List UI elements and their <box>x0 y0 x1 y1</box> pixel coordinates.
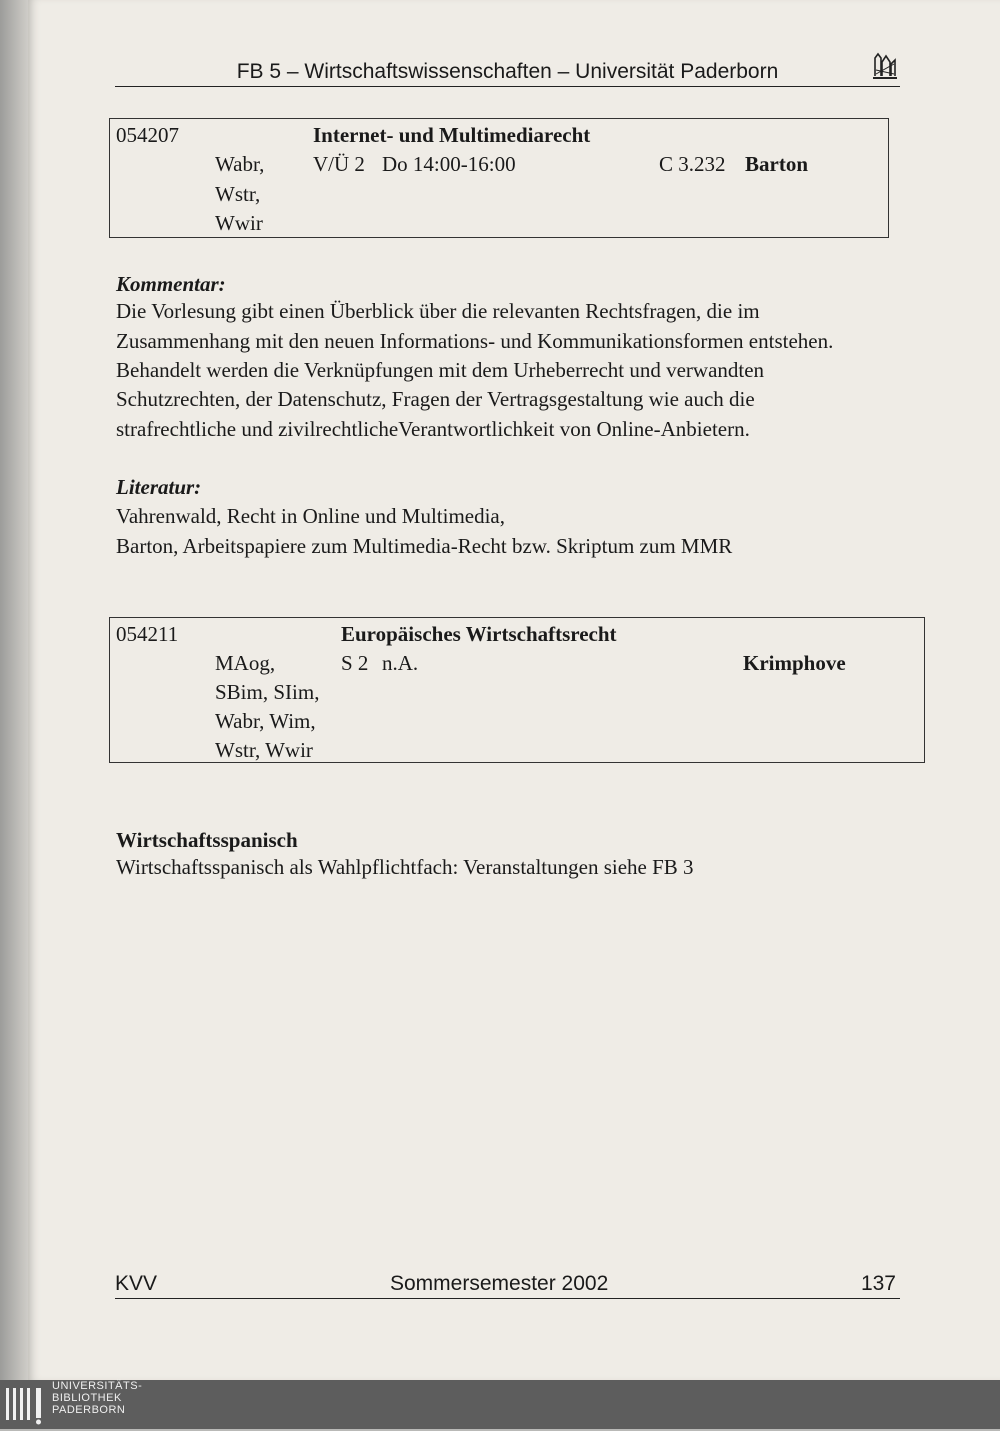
course-number: 054207 <box>116 123 179 147</box>
course-group: SBim, SIim, <box>215 680 320 704</box>
page-number: 137 <box>860 1272 896 1295</box>
footer-semester: Sommersemester 2002 <box>390 1272 609 1295</box>
kommentar-line: strafrechtliche und zivilrechtlicheVerantwortlichkeit von Online-Anbietern. <box>116 417 750 441</box>
course-type: S 2 <box>341 651 369 675</box>
kommentar-line: Zusammenhang mit den neuen Informations- und Kommunikationsformen entstehen. <box>116 329 834 353</box>
book-spine <box>0 0 28 1380</box>
course-room: C 3.232 <box>659 152 726 176</box>
faculty-logo-icon <box>872 50 898 80</box>
page-footer <box>115 1272 900 1299</box>
spanisch-heading: Wirtschaftsspanisch <box>116 828 298 852</box>
course-type: V/Ü 2 <box>313 152 365 176</box>
footer-label: KVV <box>115 1272 158 1295</box>
course-time: n.A. <box>382 651 419 675</box>
literatur-line: Barton, Arbeitspapiere zum Multimedia-Recht bzw. Skriptum zum MMR <box>116 534 733 558</box>
course-number: 054211 <box>116 622 179 646</box>
course-group: Wwir <box>215 211 263 235</box>
library-name-line: BIBLIOTHEK <box>52 1392 122 1404</box>
course-group: Wabr, <box>215 152 265 176</box>
kommentar-line: Behandelt werden die Verknüpfungen mit dem Urheberrecht und verwandten <box>116 358 765 382</box>
course-title: Europäisches Wirtschaftsrecht <box>341 622 617 646</box>
library-bar <box>0 1380 1000 1429</box>
spanisch-text: Wirtschaftsspanisch als Wahlpflichtfach: Veranstaltungen siehe FB 3 <box>116 855 694 879</box>
kommentar-line: Die Vorlesung gibt einen Überblick über die relevanten Rechtsfragen, die im <box>116 299 760 323</box>
kommentar-heading: Kommentar: <box>116 272 226 296</box>
library-name <box>52 1380 142 1416</box>
course-time: Do 14:00-16:00 <box>382 152 516 176</box>
library-name-line: UNIVERSITÄTS- <box>52 1380 143 1392</box>
course-group: MAog, <box>215 651 276 675</box>
course-group: Wstr, Wwir <box>215 738 313 762</box>
course-title: Internet- und Multimediarecht <box>313 123 591 147</box>
course-group: Wabr, Wim, <box>215 709 316 733</box>
literatur-heading: Literatur: <box>116 475 202 499</box>
course-lecturer: Krimphove <box>743 651 846 675</box>
course-lecturer: Barton <box>745 152 808 176</box>
page-header: FB 5 – Wirtschaftswissenschaften – Universität Paderborn <box>115 60 900 87</box>
library-name-line: PADERBORN <box>52 1404 126 1416</box>
literatur-line: Vahrenwald, Recht in Online und Multimedia, <box>116 504 506 528</box>
kommentar-line: Schutzrechten, der Datenschutz, Fragen der Vertragsgestaltung wie auch die <box>116 387 755 411</box>
course-group: Wstr, <box>215 182 261 206</box>
library-logo-icon <box>4 1384 44 1431</box>
